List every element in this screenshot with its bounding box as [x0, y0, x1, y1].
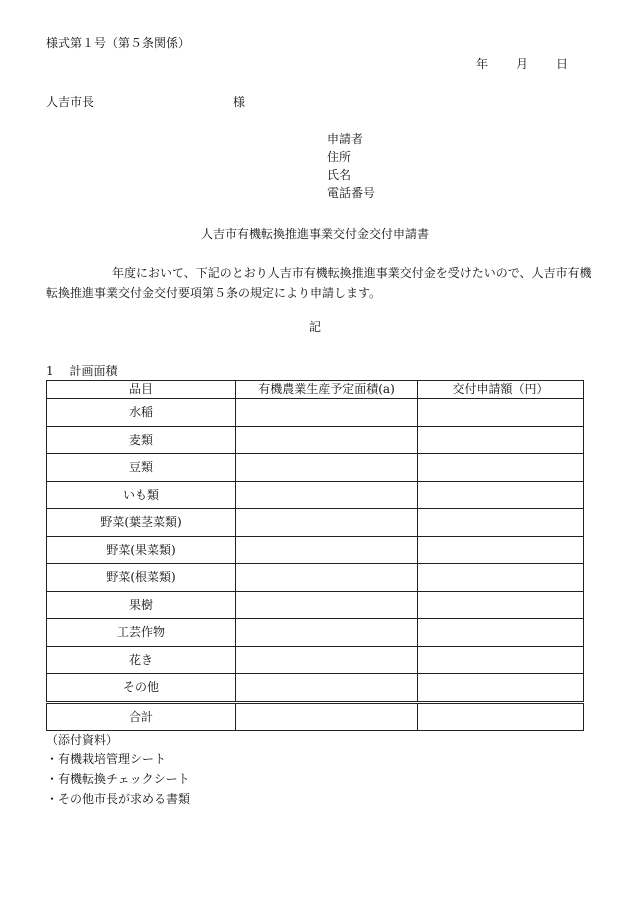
applicant-label: 申請者 [327, 132, 364, 146]
attachment-item: ・有機栽培管理シート [46, 752, 167, 766]
header-area: 有機農業生産予定面積(a) [236, 381, 418, 399]
area-cell[interactable] [236, 646, 418, 674]
total-row [47, 702, 584, 731]
row-label: 果樹 [47, 591, 236, 619]
section-plan-area: 1 計画面積 [46, 364, 118, 378]
row-label: 麦類 [47, 426, 236, 454]
area-cell[interactable] [236, 564, 418, 592]
addressee: 人吉市長 [46, 95, 95, 109]
row-label: 花き [47, 646, 236, 674]
area-cell[interactable] [236, 674, 418, 703]
amount-cell[interactable] [418, 564, 584, 592]
amount-cell[interactable] [418, 646, 584, 674]
area-cell[interactable] [236, 619, 418, 647]
table-row [47, 536, 584, 564]
attachments-list [46, 752, 190, 812]
applicant-phone-label: 電話番号 [327, 186, 376, 200]
area-cell[interactable] [236, 454, 418, 482]
row-label: 水稲 [47, 399, 236, 427]
date-line [476, 57, 568, 71]
amount-cell[interactable] [418, 619, 584, 647]
attachment-item: ・その他市長が求める書類 [46, 792, 191, 806]
plan-area-table [46, 380, 584, 731]
attachments-heading: （添付資料） [46, 733, 119, 747]
table-row [47, 454, 584, 482]
applicant-block [327, 132, 375, 204]
date-month-label: 月 [516, 57, 529, 71]
header-amount: 交付申請額（円） [418, 381, 584, 399]
total-label: 合計 [47, 702, 236, 731]
body-paragraph: 年度において、下記のとおり人吉市有機転換推進事業交付金を受けたいので、人吉市有機転換推進事業交付金交付要項第５条の規定により申請します。 [46, 266, 592, 300]
row-label: その他 [47, 674, 236, 703]
date-year-label: 年 [476, 57, 489, 71]
area-cell[interactable] [236, 509, 418, 537]
table-row [47, 481, 584, 509]
document-title: 人吉市有機転換推進事業交付金交付申請書 [200, 227, 429, 241]
applicant-name-label: 氏名 [327, 168, 352, 182]
row-label: 野菜(果菜類) [47, 536, 236, 564]
total-amount-cell[interactable] [418, 702, 584, 731]
table-row [47, 509, 584, 537]
table-row [47, 591, 584, 619]
table-row [47, 426, 584, 454]
ki-heading: 記 [308, 320, 321, 334]
area-cell[interactable] [236, 481, 418, 509]
area-cell[interactable] [236, 591, 418, 619]
area-cell[interactable] [236, 426, 418, 454]
date-day-label: 日 [556, 57, 569, 71]
row-label: 野菜(葉茎菜類) [47, 509, 236, 537]
form-number: 様式第１号（第５条関係） [46, 36, 191, 50]
honorific: 様 [233, 95, 246, 109]
table-row [47, 674, 584, 703]
amount-cell[interactable] [418, 454, 584, 482]
row-label: 工芸作物 [47, 619, 236, 647]
attachment-item: ・有機転換チェックシート [46, 772, 190, 786]
applicant-address-label: 住所 [327, 150, 352, 164]
amount-cell[interactable] [418, 426, 584, 454]
header-item: 品目 [47, 381, 236, 399]
row-label: 野菜(根菜類) [47, 564, 236, 592]
table-row [47, 399, 584, 427]
amount-cell[interactable] [418, 536, 584, 564]
row-label: いも類 [47, 481, 236, 509]
amount-cell[interactable] [418, 399, 584, 427]
area-cell[interactable] [236, 536, 418, 564]
amount-cell[interactable] [418, 481, 584, 509]
table-row [47, 619, 584, 647]
area-cell[interactable] [236, 399, 418, 427]
amount-cell[interactable] [418, 674, 584, 703]
table-row [47, 564, 584, 592]
total-area-cell[interactable] [236, 702, 418, 731]
table-row [47, 646, 584, 674]
amount-cell[interactable] [418, 591, 584, 619]
table-header-row [47, 381, 584, 399]
row-label: 豆類 [47, 454, 236, 482]
amount-cell[interactable] [418, 509, 584, 537]
